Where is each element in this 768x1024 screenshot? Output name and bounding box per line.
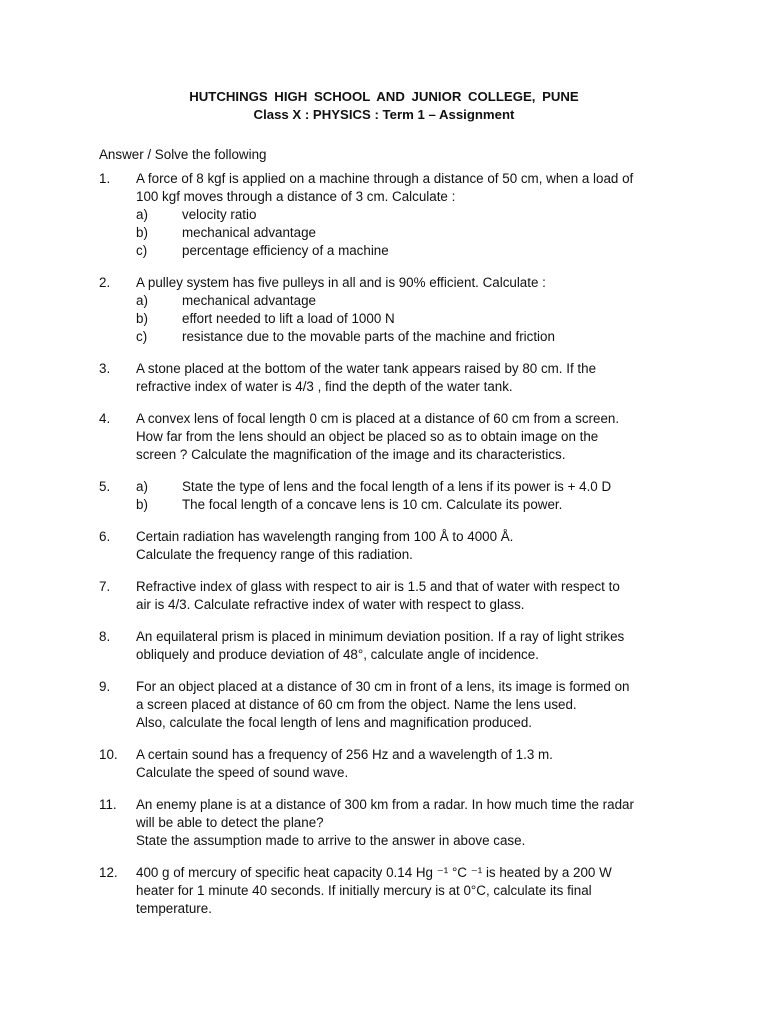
sub-question: [136, 496, 699, 514]
sub-question-label: a): [136, 293, 148, 308]
question-text-line: air is 4/3. Calculate refractive index of water with respect to glass.: [136, 597, 525, 612]
sub-question: [136, 478, 699, 496]
question-text-line: Certain radiation has wavelength ranging from 100 Å to 4000 Å.: [136, 529, 514, 544]
question-number: 6.: [99, 529, 111, 544]
question-item: [99, 678, 699, 732]
question-text-line: heater for 1 minute 40 seconds. If initially mercury is at 0°C, calculate its final: [136, 883, 592, 898]
question-text-line: An enemy plane is at a distance of 300 km from a radar. In how much time the radar: [136, 797, 634, 812]
sub-question: [136, 206, 699, 224]
question-item: [99, 410, 699, 464]
sub-question-text: velocity ratio: [182, 207, 257, 222]
question-item: [99, 528, 699, 564]
question-number: 7.: [99, 579, 111, 594]
sub-question-label: b): [136, 311, 148, 326]
sub-question: [136, 242, 699, 260]
question-number: 3.: [99, 361, 111, 376]
question-text-line: a screen placed at distance of 60 cm from the object. Name the lens used.: [136, 697, 577, 712]
question-text-line: A convex lens of focal length 0 cm is placed at a distance of 60 cm from a screen.: [136, 411, 620, 426]
question-text-line: A certain sound has a frequency of 256 Hz and a wavelength of 1.3 m.: [136, 747, 553, 762]
sub-question: [136, 310, 699, 328]
question-number: 4.: [99, 411, 111, 426]
question-number: 5.: [99, 479, 111, 494]
question-number: 12.: [99, 865, 118, 880]
sub-question-text: mechanical advantage: [182, 293, 316, 308]
question-text-line: 400 g of mercury of specific heat capacity 0.14 Hg ⁻¹ °C ⁻¹ is heated by a 200 W: [136, 865, 612, 880]
question-item: [99, 170, 699, 260]
question-text-line: Calculate the speed of sound wave.: [136, 765, 349, 780]
question-text-line: A force of 8 kgf is applied on a machine through a distance of 50 cm, when a load of: [136, 171, 634, 186]
question-item: [99, 746, 699, 782]
question-text-line: A stone placed at the bottom of the water tank appears raised by 80 cm. If the: [136, 361, 597, 376]
question-number: 1.: [99, 171, 111, 186]
sub-question-label: c): [136, 329, 148, 344]
question-text-line: 100 kgf moves through a distance of 3 cm. Calculate :: [136, 189, 456, 204]
question-text-line: For an object placed at a distance of 30 cm in front of a lens, its image is formed on: [136, 679, 630, 694]
question-number: 8.: [99, 629, 111, 644]
sub-question-label: c): [136, 243, 148, 258]
question-text-line: obliquely and produce deviation of 48°, calculate angle of incidence.: [136, 647, 539, 662]
sub-question-label: a): [136, 207, 148, 222]
sub-question: [136, 224, 699, 242]
question-number: 2.: [99, 275, 111, 290]
sub-question-text: resistance due to the movable parts of the machine and friction: [182, 329, 555, 344]
instructions: Answer / Solve the following: [99, 147, 267, 162]
sub-question-text: State the type of lens and the focal length of a lens if its power is + 4.0 D: [182, 479, 612, 494]
sub-question-text: effort needed to lift a load of 1000 N: [182, 311, 395, 326]
question-text-line: Calculate the frequency range of this radiation.: [136, 547, 413, 562]
question-text-line: How far from the lens should an object be placed so as to obtain image on the: [136, 429, 599, 444]
sub-question-text: percentage efficiency of a machine: [182, 243, 389, 258]
question-item: [99, 360, 699, 396]
question-text-line: An equilateral prism is placed in minimum deviation position. If a ray of light strikes: [136, 629, 625, 644]
sub-question: [136, 292, 699, 310]
question-text-line: State the assumption made to arrive to the answer in above case.: [136, 833, 526, 848]
question-text-line: Also, calculate the focal length of lens and magnification produced.: [136, 715, 533, 730]
question-text-line: Refractive index of glass with respect to air is 1.5 and that of water with respect to: [136, 579, 620, 594]
question-item: [99, 628, 699, 664]
sub-question: [136, 328, 699, 346]
sub-question-label: b): [136, 225, 148, 240]
question-number: 11.: [99, 797, 117, 812]
question-number: 9.: [99, 679, 111, 694]
assignment-title: Class X : PHYSICS : Term 1 – Assignment: [253, 107, 515, 122]
question-item: [99, 864, 699, 918]
sub-question-text: The focal length of a concave lens is 10 cm. Calculate its power.: [182, 497, 563, 512]
question-text-line: temperature.: [136, 901, 212, 916]
question-item: [99, 796, 699, 850]
question-item: [99, 578, 699, 614]
sub-question-label: a): [136, 479, 148, 494]
sub-question-text: mechanical advantage: [182, 225, 316, 240]
sub-question-label: b): [136, 497, 148, 512]
question-item: [99, 478, 699, 514]
question-text-line: refractive index of water is 4/3 , find the depth of the water tank.: [136, 379, 513, 394]
school-name: HUTCHINGS HIGH SCHOOL AND JUNIOR COLLEGE, PUNE: [189, 89, 579, 104]
question-text-line: screen ? Calculate the magnification of the image and its characteristics.: [136, 447, 566, 462]
question-text-line: A pulley system has five pulleys in all and is 90% efficient. Calculate :: [136, 275, 546, 290]
question-text-line: will be able to detect the plane?: [136, 815, 324, 830]
question-item: [99, 274, 699, 346]
question-number: 10.: [99, 747, 118, 762]
question-list: [99, 170, 699, 932]
